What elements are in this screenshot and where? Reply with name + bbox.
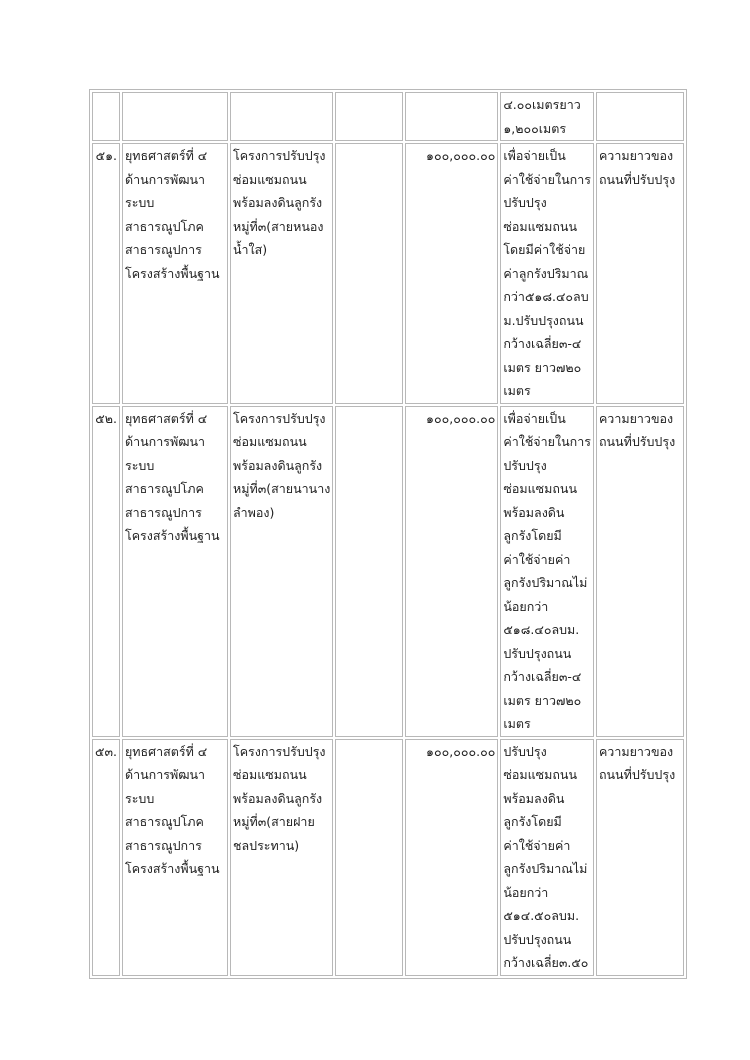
strategy-line: สาธารณูปการ xyxy=(124,504,202,520)
cell-purpose xyxy=(500,92,594,141)
project-line: พร้อมลงดินลูกรัง xyxy=(232,195,323,210)
table-row xyxy=(92,143,684,404)
purpose-line: เมตร xyxy=(503,716,531,731)
strategy-line: ด้านการพัฒนา xyxy=(124,434,206,449)
cell-empty xyxy=(335,92,403,141)
project-line: โครงการปรับปรุง xyxy=(232,410,326,426)
cell-project xyxy=(230,739,333,976)
purpose-line: ๑,๒๐๐เมตร xyxy=(503,120,567,136)
strategy-line: โครงสร้างพื้นฐาน xyxy=(124,528,220,543)
strategy-line: สาธารณูปการ xyxy=(124,837,202,853)
project-table xyxy=(89,89,687,979)
purpose-line: ค่าใช้จ่ายค่า xyxy=(503,551,571,567)
strategy-line: ระบบ xyxy=(124,790,155,806)
purpose-line: ๕๑๘.๔๐ลบม. xyxy=(503,622,580,637)
strategy-line: ด้านการพัฒนา xyxy=(124,171,206,187)
project-line: ซ่อมแซมถนน xyxy=(232,171,307,187)
purpose-line: ปรับปรุง xyxy=(503,743,547,759)
project-line: น้ำใส) xyxy=(232,242,268,257)
purpose-line: ค่าใช้จ่ายค่า xyxy=(503,837,571,853)
cell-number: ๕๓. xyxy=(92,739,120,976)
project-line: โครงการปรับปรุง xyxy=(232,743,326,759)
project-line: ลำพอง) xyxy=(232,504,275,520)
indicator-line: ความยาวของ xyxy=(598,410,674,426)
cell-number: ๕๑. xyxy=(92,143,120,404)
project-line: พร้อมลงดินลูกรัง xyxy=(232,790,323,806)
purpose-line: กว้างเฉลี่ย๓-๔ xyxy=(503,669,582,684)
table-row xyxy=(92,739,684,976)
strategy-line: ด้านการพัฒนา xyxy=(124,767,206,782)
purpose-line: ค่าลูกรังปริมาณ xyxy=(503,265,589,281)
cell-indicator xyxy=(596,143,684,404)
cell-strategy xyxy=(122,739,228,976)
indicator-line: ถนนที่ปรับปรุง xyxy=(598,767,676,782)
cell-indicator xyxy=(596,92,684,141)
cell-number xyxy=(92,92,120,141)
strategy-line: โครงสร้างพื้นฐาน xyxy=(124,265,220,281)
strategy-line: ยุทธศาสตร์ที่ ๔ xyxy=(124,743,208,759)
table-row xyxy=(92,92,684,141)
purpose-line: น้อยกว่า xyxy=(503,598,549,614)
purpose-line: ปรับปรุง xyxy=(503,457,547,473)
purpose-line: โดยมีค่าใช้จ่าย xyxy=(503,242,586,257)
purpose-line: น้อยกว่า xyxy=(503,884,549,900)
cell-empty xyxy=(335,406,403,737)
purpose-line: เพื่อจ่ายเป็น xyxy=(503,148,566,163)
strategy-line: ยุทธศาสตร์ที่ ๔ xyxy=(124,410,208,426)
cell-amount: ๑๐๐,๐๐๐.๐๐ xyxy=(405,143,498,404)
purpose-line: กว้างเฉลี่ย๓-๔ xyxy=(503,336,582,351)
table-row xyxy=(92,406,684,737)
cell-amount: ๑๐๐,๐๐๐.๐๐ xyxy=(405,406,498,737)
strategy-line: ระบบ xyxy=(124,457,155,473)
strategy-line: สาธารณูปโภค xyxy=(124,814,204,829)
cell-indicator xyxy=(596,406,684,737)
purpose-line: กว้างเฉลี่ย๓.๕๐ xyxy=(503,955,589,970)
cell-project xyxy=(230,406,333,737)
purpose-line: พร้อมลงดิน xyxy=(503,790,565,806)
cell-amount: ๑๐๐,๐๐๐.๐๐ xyxy=(405,739,498,976)
purpose-line: เมตร ยาว๗๒๐ xyxy=(503,359,582,375)
cell-number: ๕๒. xyxy=(92,406,120,737)
strategy-line: โครงสร้างพื้นฐาน xyxy=(124,861,220,876)
purpose-line: ปรับปรุง xyxy=(503,195,547,210)
indicator-line: ความยาวของ xyxy=(598,148,674,163)
strategy-line: สาธารณูปการ xyxy=(124,242,202,257)
purpose-line: พร้อมลงดิน xyxy=(503,504,565,520)
purpose-line: ค่าใช้จ่ายในการ xyxy=(503,434,591,449)
purpose-line: เมตร ยาว๗๒๐ xyxy=(503,692,582,708)
indicator-line: ถนนที่ปรับปรุง xyxy=(598,434,676,449)
cell-purpose xyxy=(500,739,594,976)
purpose-line: ๕๑๔.๕๐ลบม. xyxy=(503,908,580,923)
project-line: โครงการปรับปรุง xyxy=(232,148,326,163)
cell-empty xyxy=(335,739,403,976)
purpose-line: ค่าใช้จ่ายในการ xyxy=(503,171,591,187)
cell-amount xyxy=(405,92,498,141)
purpose-line: ซ่อมแซมถนน xyxy=(503,481,578,496)
project-line: ชลประทาน) xyxy=(232,837,300,853)
purpose-line: ลูกรังปริมาณไม่ xyxy=(503,861,588,876)
purpose-line: ปรับปรุงถนน xyxy=(503,931,572,947)
table-body xyxy=(92,92,684,976)
strategy-line: สาธารณูปโภค xyxy=(124,481,204,496)
purpose-line: กว่า๕๑๘.๔๐ลบ xyxy=(503,289,589,304)
purpose-line: ๔.๐๐เมตรยาว xyxy=(503,97,581,112)
project-line: ซ่อมแซมถนน xyxy=(232,767,307,782)
purpose-line: ปรับปรุงถนน xyxy=(503,645,572,661)
project-line: หมู่ที่๓(สายฝาย xyxy=(232,814,315,829)
project-line: พร้อมลงดินลูกรัง xyxy=(232,457,323,473)
project-line: หมู่ที่๓(สายนานาง xyxy=(232,481,331,496)
cell-strategy xyxy=(122,406,228,737)
purpose-line: ม.ปรับปรุงถนน xyxy=(503,312,584,328)
project-line: หมู่ที่๓(สายหนอง xyxy=(232,218,324,234)
purpose-line: เพื่อจ่ายเป็น xyxy=(503,410,566,426)
cell-empty xyxy=(335,143,403,404)
purpose-line: ซ่อมแซมถนน xyxy=(503,767,578,782)
purpose-line: เมตร xyxy=(503,383,531,398)
cell-strategy xyxy=(122,143,228,404)
purpose-line: ซ่อมแซมถนน xyxy=(503,218,578,234)
cell-project xyxy=(230,143,333,404)
purpose-line: ลูกรังปริมาณไม่ xyxy=(503,575,588,590)
indicator-line: ถนนที่ปรับปรุง xyxy=(598,171,676,187)
cell-strategy xyxy=(122,92,228,141)
cell-purpose xyxy=(500,143,594,404)
cell-indicator xyxy=(596,739,684,976)
cell-purpose xyxy=(500,406,594,737)
strategy-line: ยุทธศาสตร์ที่ ๔ xyxy=(124,148,208,163)
project-line: ซ่อมแซมถนน xyxy=(232,434,307,449)
purpose-line: ลูกรังโดยมี xyxy=(503,528,562,543)
indicator-line: ความยาวของ xyxy=(598,743,674,759)
strategy-line: สาธารณูปโภค xyxy=(124,218,204,234)
cell-project xyxy=(230,92,333,141)
strategy-line: ระบบ xyxy=(124,195,155,210)
purpose-line: ลูกรังโดยมี xyxy=(503,814,562,829)
